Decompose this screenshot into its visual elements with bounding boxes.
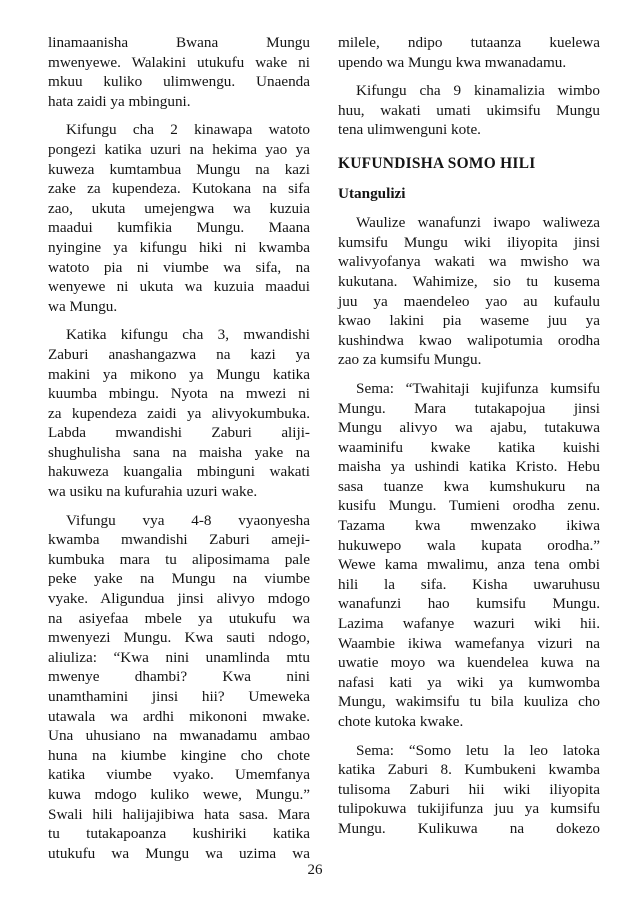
text-line: katika Zaburi 8. Kumbukeni kwamba <box>338 761 600 779</box>
text-line: Una uhusiano na mwanadamu ambao <box>48 727 310 745</box>
text-line: tulisoma Zaburi hii wiki iliyopita <box>338 780 600 798</box>
text-line: mwenyezi Mungu. Kwa sauti ndogo, <box>48 629 310 647</box>
paragraph <box>48 33 310 111</box>
text-line: huu, wakati umati ukimsifu Mungu <box>338 101 600 119</box>
text-line: Mungu. Kulikuwa na dokezo <box>338 819 600 837</box>
paragraph <box>48 120 310 316</box>
paragraph <box>338 81 600 140</box>
text-line: zake za kupendeza. Kutokana na sifa <box>48 180 310 198</box>
right-column-intro-paragraphs <box>338 33 600 140</box>
text-line: unamthamini jinsi hii? Umeweka <box>48 688 310 705</box>
text-line: wa Mungu. <box>48 297 118 315</box>
text-line: aliuliza: “Kwa nini unamlinda mtu <box>48 648 310 666</box>
paragraph <box>48 511 310 864</box>
text-line: utukufu wa Mungu wa uzima wa <box>48 844 310 862</box>
text-line: kuwa mdogo kuliko wewe, Mungu.” <box>48 785 310 803</box>
text-line: kwamba mwandishi Zaburi ameji- <box>48 531 310 549</box>
text-line: zao, ukuta umejengwa wa kuzuia <box>48 199 310 217</box>
page-number: 26 <box>307 862 323 878</box>
text-line: waaminifu kwake katika kuishi <box>338 438 600 456</box>
paragraph <box>338 379 600 732</box>
text-line: kukutana. Wahimize, sio tu kusema <box>338 272 600 290</box>
text-line: Mungu, wakimsifu tu bila kuuliza cho <box>338 693 600 711</box>
text-line: Kifungu cha 2 kinawapa watoto <box>66 121 310 139</box>
text-line: Mungu alivyo wa ajabu, tutakuwa <box>338 419 600 437</box>
text-line: tulipokuwa tukijifunza juu ya kumsifu <box>338 800 600 818</box>
text-line: Waulize wanafunzi iwapo waliweza <box>356 214 600 232</box>
text-line: hili la sifa. Kisha uwaruhusu <box>338 575 600 593</box>
text-line: mwenyewe. Walakini utukufu wake ni <box>48 53 310 71</box>
paragraph <box>338 213 600 370</box>
text-line: Katika kifungu cha 3, mwandishi <box>66 326 310 344</box>
text-line: peke yake na Mungu na viumbe <box>48 570 310 588</box>
text-line: makini ya mikono ya Mungu katika <box>48 365 310 383</box>
text-line: linamaanisha Bwana Mungu <box>48 34 310 51</box>
text-line: wa usiku na kufurahia uzuri wake. <box>48 483 258 501</box>
text-line: mkuu kuliko ulimwengu. Unaenda <box>48 73 310 91</box>
text-line: kwao lakini pia waseme juu ya <box>338 312 600 330</box>
text-line: Zaburi anashangazwa na kazi ya <box>48 345 310 363</box>
text-line: hata zaidi ya mbinguni. <box>48 92 191 110</box>
paragraph <box>338 741 600 839</box>
text-line: pongezi katika uzuri na hekima yao ya <box>48 140 310 158</box>
text-line: kusifu Mungu. Tumieni orodha zenu. <box>338 497 600 515</box>
text-line: Sema: “Somo letu la leo latoka <box>356 741 600 759</box>
right-column-body-paragraphs <box>338 213 600 838</box>
text-line: Lazima wafanye wazuri wiki hii. <box>338 615 600 633</box>
text-line: watoto pia ni viumbe wa sifa, na <box>48 258 310 276</box>
text-line: Mungu. Mara tutakapojua jinsi <box>338 399 600 417</box>
text-line: kumsifu Mungu wiki iliyopita jinsi <box>338 233 600 251</box>
section-heading: KUFUNDISHA SOMO HILI <box>338 154 536 172</box>
text-line: wanafunzi hao kumsifu Mungu. <box>338 595 600 613</box>
text-line: shughulisha sana na maisha yake na <box>48 443 310 461</box>
text-line: Waambie ikiwa wamefanya vizuri na <box>338 634 600 652</box>
text-line: nafasi kati ya wiki ya kumwomba <box>338 673 600 691</box>
text-line: katika viumbe vyako. Umemfanya <box>48 766 310 784</box>
text-line: za kupendeza zaidi ya alivyokumbuka. <box>48 404 310 422</box>
text-line: tena ulimwenguni kote. <box>338 121 481 139</box>
text-line: na asiyefaa mbele ya utukufu wa <box>48 609 310 627</box>
text-line: huna na kiumbe kingine cho chote <box>48 746 310 764</box>
text-line: juu ya maendeleo yao au kufaulu <box>338 292 600 310</box>
text-line: tu tutakapoanza kushiriki katika <box>48 825 310 843</box>
text-line: zao za kumsifu Mungu. <box>338 351 482 369</box>
text-line: hakuweza kuangalia mbinguni wakati <box>48 463 310 481</box>
paragraph <box>48 325 310 501</box>
text-line: Vifungu vya 4-8 vyaonyesha <box>66 511 310 529</box>
text-line: hukuwepo wala kupata orodha.” <box>338 536 600 554</box>
paragraph <box>338 33 600 72</box>
left-column <box>48 33 310 872</box>
text-line: Labda mwandishi Zaburi aliji- <box>48 424 310 442</box>
text-line: mwenye dhambi? Kwa nini <box>48 668 310 686</box>
right-column <box>338 33 600 848</box>
text-line: Wewe kama mwalimu, anza tena ombi <box>338 556 600 574</box>
text-line: kuweza kumtambua Mungu na kazi <box>48 160 310 178</box>
text-line: milele, ndipo tutaanza kuelewa <box>338 34 600 51</box>
text-line: vyake. Aligundua jinsi alivyo mdogo <box>48 590 310 608</box>
text-line: nyingine ya kifungu hiki ni kwamba <box>48 238 310 256</box>
text-line: Swali hili halijajibiwa hata sasa. Mara <box>48 805 310 823</box>
text-line: sasa tuanze kwa kumshukuru na <box>338 477 600 495</box>
text-line: maisha ya ushindi katika Kristo. Hebu <box>338 458 600 476</box>
section-subheading: Utangulizi <box>338 184 406 202</box>
text-line: Tazama kwa mwenzako ikiwa <box>338 517 600 535</box>
text-line: maadui kumfikia Mungu. Maana <box>48 219 310 237</box>
text-line: kuumba mbingu. Nyota na mwezi ni <box>48 385 310 403</box>
text-line: chote kutoka kwake. <box>338 713 464 730</box>
text-line: wenyewe ni ukuta wa kuzuia maadui <box>48 278 310 296</box>
text-line: uwatie moyo wa kuendelea kuwa na <box>338 654 600 672</box>
text-line: walivyofanya wakati wa mwisho wa <box>338 253 600 271</box>
text-line: Kifungu cha 9 kinamalizia wimbo <box>356 82 600 100</box>
text-line: upendo wa Mungu kwa mwanadamu. <box>338 53 567 71</box>
text-line: utawala wa ardhi mikononi mwake. <box>48 707 310 725</box>
text-line: kushindwa kwao walipotumia orodha <box>338 331 600 349</box>
text-line: kumbuka mara tu aliposimama pale <box>48 550 310 568</box>
text-line: Sema: “Twahitaji kujifunza kumsifu <box>356 379 600 397</box>
